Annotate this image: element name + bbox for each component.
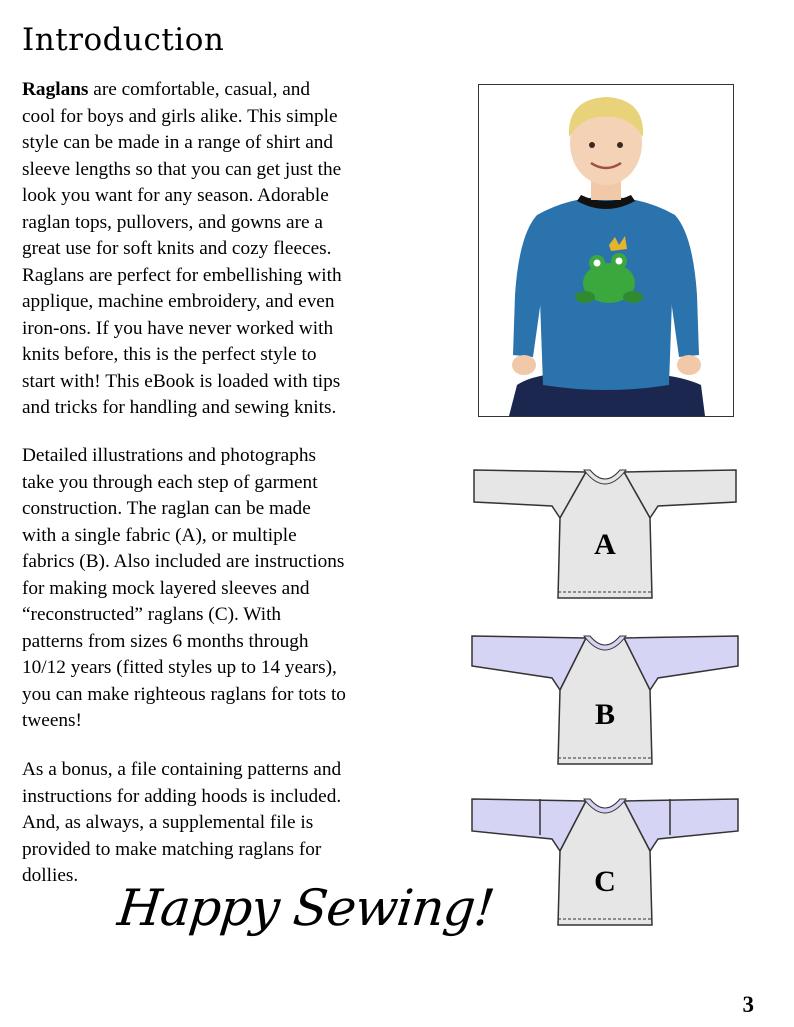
shirt-letter: A (594, 528, 616, 561)
page-title: Introduction (22, 22, 225, 58)
details-paragraph: Detailed illustrations and photographs take you through each step of garment construction. The raglan can be made with a single fabric (A), or multiple fabrics (B). Also included are instructions for making mock layered sleeves and “reconstructed” raglans (C). With patterns from sizes 6 months through 10/12 years (fitted styles up to 14 years), you can make righteous raglans for tots to tweens! (22, 445, 346, 731)
page-number: 3 (742, 992, 754, 1017)
raglan-illustration-b (468, 630, 742, 770)
shirt-letter: B (594, 698, 616, 731)
child-raglan-photo (478, 84, 734, 417)
raglan-illustration-a (468, 462, 742, 602)
intro-text: are comfortable, casual, and cool for boys and girls alike. This simple style can be made in a range of shirt and sleeve lengths so that you can get just the look you want for any season. Adorable raglan tops, pullovers, and gowns are a great use for soft knits and cozy fleeces. Raglans are perfect for embellishing with applique, machine embroidery, and even iron-ons. If you have never worked with knits before, this is the perfect style to start with! This eBook is loaded with tips and tricks for handling and sewing knits. (22, 79, 342, 418)
happy-sewing-signature: Happy Sewing! (114, 879, 497, 937)
intro-lead-word: Raglans (22, 79, 89, 100)
bonus-paragraph: As a bonus, a file containing patterns and instructions for adding hoods is included. And, as always, a supplemental file is provided to make matching raglans for dollies. (22, 759, 342, 886)
shirt-letter: C (594, 865, 616, 898)
raglan-illustration-c (468, 795, 742, 930)
intro-paragraph (22, 77, 454, 422)
